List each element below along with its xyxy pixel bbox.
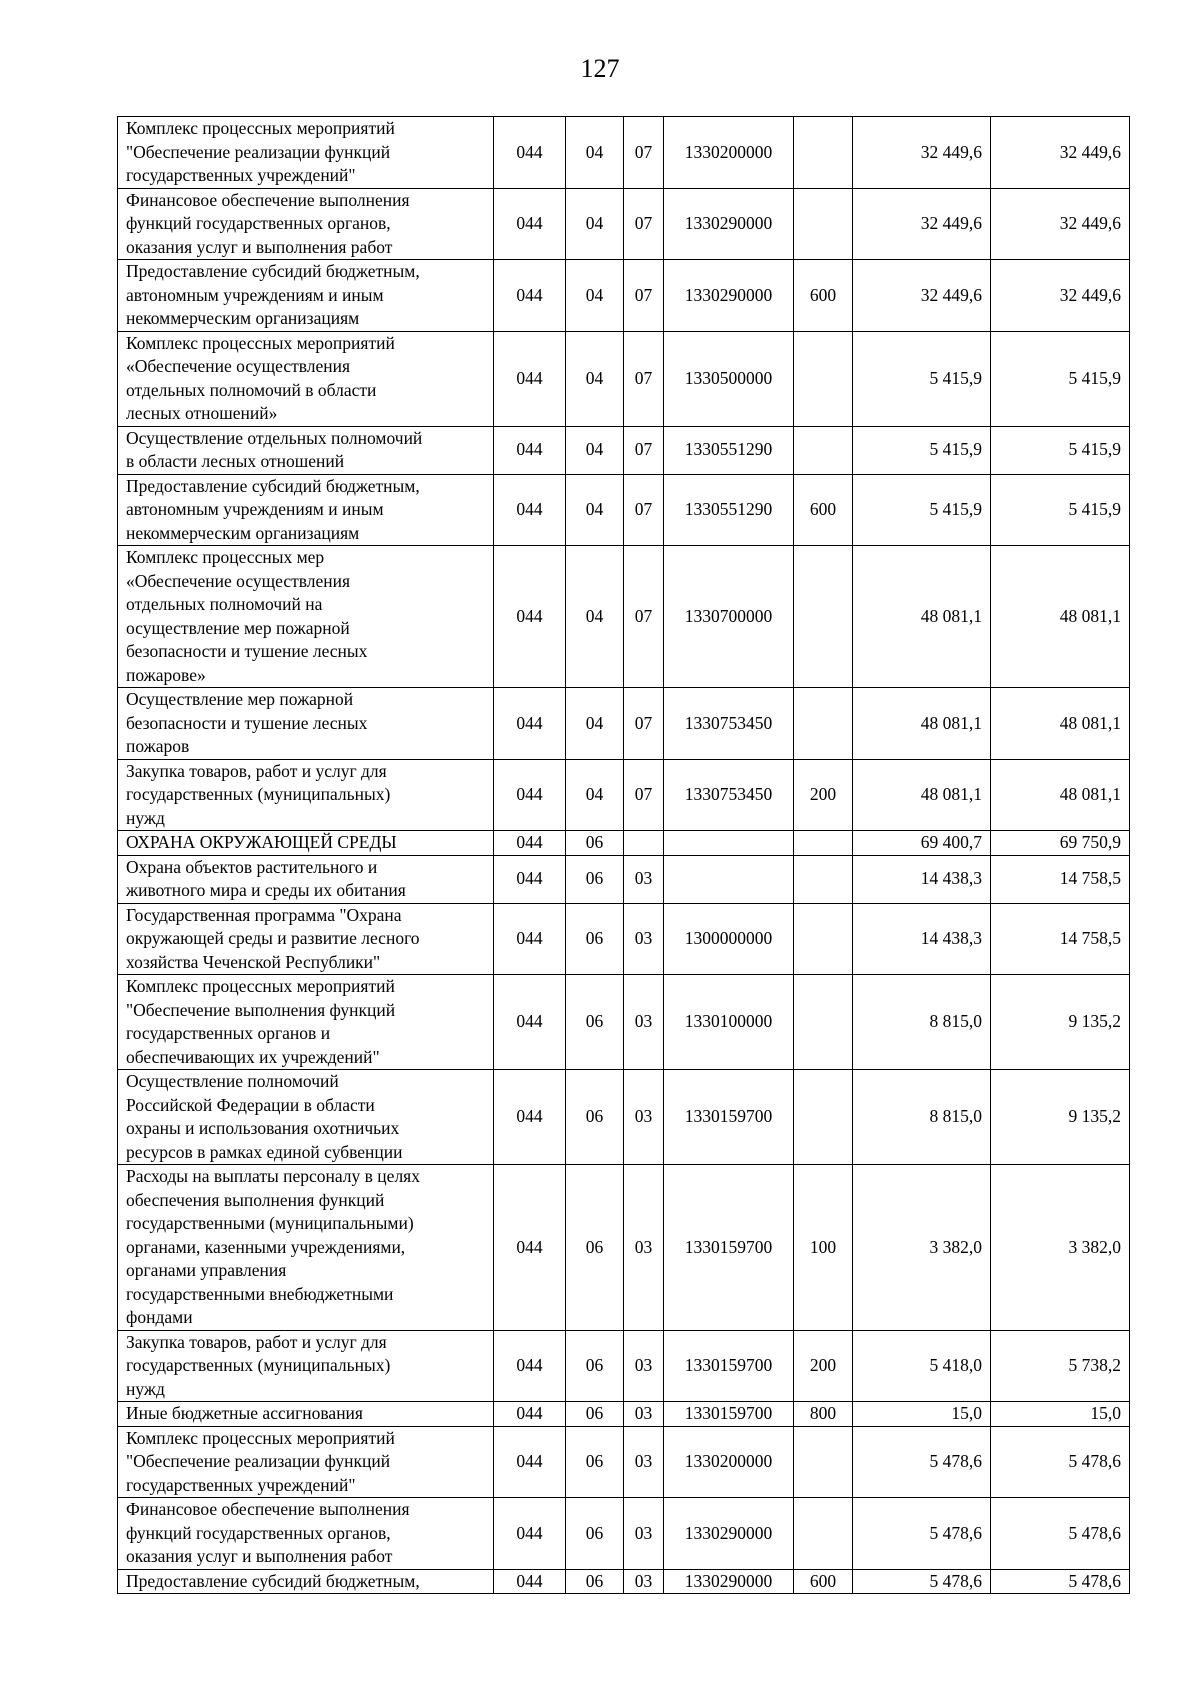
amount-year1-cell: 69 400,7 [853,831,991,856]
expense-name-cell: Иные бюджетные ассигнования [118,1402,494,1427]
grbs-code-cell: 044 [494,855,566,903]
section-code-cell: 06 [566,975,624,1070]
grbs-code-cell: 044 [494,474,566,546]
amount-year2-cell: 32 449,6 [991,260,1130,332]
section-code-cell: 06 [566,1498,624,1570]
grbs-code-cell: 044 [494,688,566,760]
target-article-code-cell: 1330200000 [664,117,794,189]
target-article-code-cell: 1330159700 [664,1330,794,1402]
amount-year1-cell: 15,0 [853,1402,991,1427]
table-row [118,260,1130,332]
amount-year2-cell: 5 415,9 [991,426,1130,474]
table-row [118,1330,1130,1402]
target-article-code-cell: 1330551290 [664,426,794,474]
target-article-code-cell: 1330753450 [664,759,794,831]
subsection-code-cell: 03 [624,975,664,1070]
section-code-cell: 04 [566,260,624,332]
grbs-code-cell: 044 [494,903,566,975]
grbs-code-cell: 044 [494,331,566,426]
target-article-code-cell: 1330290000 [664,260,794,332]
expense-name-cell: Осуществление отдельных полномочий в области лесных отношений [118,426,494,474]
amount-year1-cell: 5 478,6 [853,1426,991,1498]
amount-year2-cell: 15,0 [991,1402,1130,1427]
amount-year2-cell: 3 382,0 [991,1165,1130,1331]
subsection-code-cell: 03 [624,1569,664,1594]
amount-year2-cell: 48 081,1 [991,546,1130,688]
amount-year1-cell: 32 449,6 [853,188,991,260]
amount-year1-cell: 48 081,1 [853,546,991,688]
amount-year2-cell: 69 750,9 [991,831,1130,856]
expense-name-cell: Финансовое обеспечение выполнения функций государственных органов, оказания услуг и выполнения работ [118,188,494,260]
table-row [118,474,1130,546]
subsection-code-cell: 03 [624,903,664,975]
expense-name-cell: Предоставление субсидий бюджетным, автономным учреждениям и иным некоммерческим организациям [118,260,494,332]
section-code-cell: 04 [566,117,624,189]
amount-year2-cell: 48 081,1 [991,688,1130,760]
amount-year2-cell: 14 758,5 [991,903,1130,975]
expense-name-cell: Государственная программа "Охрана окружающей среды и развитие лесного хозяйства Чеченской Республики" [118,903,494,975]
amount-year2-cell: 5 738,2 [991,1330,1130,1402]
amount-year2-cell: 9 135,2 [991,975,1130,1070]
subsection-code-cell: 07 [624,688,664,760]
target-article-code-cell [664,831,794,856]
amount-year2-cell: 48 081,1 [991,759,1130,831]
target-article-code-cell [664,855,794,903]
subsection-code-cell: 07 [624,331,664,426]
grbs-code-cell: 044 [494,831,566,856]
amount-year1-cell: 32 449,6 [853,260,991,332]
amount-year2-cell: 9 135,2 [991,1070,1130,1165]
subsection-code-cell: 03 [624,1426,664,1498]
grbs-code-cell: 044 [494,260,566,332]
table-row [118,331,1130,426]
section-code-cell: 06 [566,903,624,975]
grbs-code-cell: 044 [494,759,566,831]
section-code-cell: 06 [566,1569,624,1594]
table-row [118,759,1130,831]
section-code-cell: 04 [566,688,624,760]
amount-year1-cell: 14 438,3 [853,855,991,903]
amount-year1-cell: 48 081,1 [853,759,991,831]
subsection-code-cell: 03 [624,1165,664,1331]
expense-name-cell: Предоставление субсидий бюджетным, автономным учреждениям и иным некоммерческим организациям [118,474,494,546]
table-row [118,855,1130,903]
table-row [118,1070,1130,1165]
amount-year1-cell: 5 478,6 [853,1569,991,1594]
expense-type-code-cell: 200 [794,759,853,831]
expense-name-cell: Осуществление мер пожарной безопасности и тушение лесных пожаров [118,688,494,760]
subsection-code-cell: 07 [624,117,664,189]
target-article-code-cell: 1330290000 [664,188,794,260]
amount-year1-cell: 8 815,0 [853,1070,991,1165]
target-article-code-cell: 1330159700 [664,1165,794,1331]
grbs-code-cell: 044 [494,117,566,189]
amount-year2-cell: 5 478,6 [991,1498,1130,1570]
expense-type-code-cell: 200 [794,1330,853,1402]
section-code-cell: 06 [566,855,624,903]
target-article-code-cell: 1330290000 [664,1569,794,1594]
target-article-code-cell: 1330551290 [664,474,794,546]
amount-year1-cell: 5 415,9 [853,331,991,426]
amount-year1-cell: 5 478,6 [853,1498,991,1570]
target-article-code-cell: 1330700000 [664,546,794,688]
expense-type-code-cell [794,903,853,975]
target-article-code-cell: 1330159700 [664,1070,794,1165]
amount-year1-cell: 5 415,9 [853,474,991,546]
amount-year2-cell: 5 478,6 [991,1569,1130,1594]
expense-type-code-cell [794,975,853,1070]
table-row [118,1498,1130,1570]
table-row [118,546,1130,688]
grbs-code-cell: 044 [494,975,566,1070]
subsection-code-cell: 07 [624,260,664,332]
table-row [118,903,1130,975]
grbs-code-cell: 044 [494,1165,566,1331]
expense-type-code-cell [794,188,853,260]
subsection-code-cell: 03 [624,1402,664,1427]
expense-name-cell: Комплекс процессных мероприятий "Обеспечение реализации функций государственных учреждений" [118,117,494,189]
expense-type-code-cell [794,1426,853,1498]
grbs-code-cell: 044 [494,1426,566,1498]
expense-name-cell: Финансовое обеспечение выполнения функций государственных органов, оказания услуг и выполнения работ [118,1498,494,1570]
table-row [118,426,1130,474]
subsection-code-cell: 03 [624,1330,664,1402]
expense-type-code-cell [794,1498,853,1570]
section-code-cell: 04 [566,331,624,426]
expense-type-code-cell: 600 [794,474,853,546]
table-row [118,1569,1130,1594]
section-code-cell: 04 [566,759,624,831]
amount-year2-cell: 5 415,9 [991,331,1130,426]
grbs-code-cell: 044 [494,1330,566,1402]
amount-year1-cell: 8 815,0 [853,975,991,1070]
table-row [118,1165,1130,1331]
expense-type-code-cell [794,331,853,426]
expense-name-cell: Предоставление субсидий бюджетным, [118,1569,494,1594]
subsection-code-cell: 07 [624,474,664,546]
section-code-cell: 04 [566,426,624,474]
grbs-code-cell: 044 [494,1402,566,1427]
subsection-code-cell: 07 [624,546,664,688]
target-article-code-cell: 1300000000 [664,903,794,975]
section-code-cell: 06 [566,831,624,856]
expense-type-code-cell: 600 [794,260,853,332]
amount-year2-cell: 32 449,6 [991,117,1130,189]
subsection-code-cell: 07 [624,759,664,831]
target-article-code-cell: 1330290000 [664,1498,794,1570]
grbs-code-cell: 044 [494,546,566,688]
table-row [118,688,1130,760]
expense-name-cell: Расходы на выплаты персоналу в целях обеспечения выполнения функций государственными (муниципальными) органами, казенными учреждениями, органами управления государственными внебюджетными фондами [118,1165,494,1331]
subsection-code-cell [624,831,664,856]
subsection-code-cell: 03 [624,1498,664,1570]
target-article-code-cell: 1330200000 [664,1426,794,1498]
table-body [118,117,1130,1594]
section-code-cell: 06 [566,1330,624,1402]
grbs-code-cell: 044 [494,1498,566,1570]
section-code-cell: 04 [566,546,624,688]
expense-name-cell: Комплекс процессных мероприятий «Обеспечение осуществления отдельных полномочий в области лесных отношений» [118,331,494,426]
amount-year2-cell: 14 758,5 [991,855,1130,903]
expense-name-cell: Комплекс процессных мер «Обеспечение осуществления отдельных полномочий на осуществление мер пожарной безопасности и тушение лесных пожарове» [118,546,494,688]
amount-year2-cell: 5 415,9 [991,474,1130,546]
amount-year2-cell: 32 449,6 [991,188,1130,260]
grbs-code-cell: 044 [494,426,566,474]
section-code-cell: 06 [566,1426,624,1498]
expense-type-code-cell [794,831,853,856]
target-article-code-cell: 1330159700 [664,1402,794,1427]
expense-name-cell: Закупка товаров, работ и услуг для государственных (муниципальных) нужд [118,759,494,831]
expense-type-code-cell: 800 [794,1402,853,1427]
target-article-code-cell: 1330100000 [664,975,794,1070]
section-code-cell: 04 [566,474,624,546]
amount-year1-cell: 32 449,6 [853,117,991,189]
subsection-code-cell: 03 [624,1070,664,1165]
grbs-code-cell: 044 [494,1569,566,1594]
expense-name-cell: Комплекс процессных мероприятий "Обеспечение реализации функций государственных учреждений" [118,1426,494,1498]
expense-name-cell: Комплекс процессных мероприятий "Обеспечение выполнения функций государственных органов и обеспечивающих их учреждений" [118,975,494,1070]
expense-type-code-cell [794,1070,853,1165]
page-number: 127 [580,54,620,83]
expense-name-cell: Закупка товаров, работ и услуг для государственных (муниципальных) нужд [118,1330,494,1402]
amount-year1-cell: 3 382,0 [853,1165,991,1331]
table-row [118,831,1130,856]
section-code-cell: 06 [566,1165,624,1331]
amount-year1-cell: 5 415,9 [853,426,991,474]
table-row [118,1426,1130,1498]
section-code-cell: 04 [566,188,624,260]
expense-name-cell: ОХРАНА ОКРУЖАЮЩЕЙ СРЕДЫ [118,831,494,856]
table-row [118,188,1130,260]
expense-type-code-cell [794,688,853,760]
expense-type-code-cell: 600 [794,1569,853,1594]
table-row [118,117,1130,189]
expense-type-code-cell: 100 [794,1165,853,1331]
expense-type-code-cell [794,117,853,189]
table-row [118,1402,1130,1427]
target-article-code-cell: 1330753450 [664,688,794,760]
table-row [118,975,1130,1070]
expense-type-code-cell [794,546,853,688]
section-code-cell: 06 [566,1070,624,1165]
amount-year1-cell: 5 418,0 [853,1330,991,1402]
budget-table [117,116,1130,1594]
expense-name-cell: Охрана объектов растительного и животного мира и среды их обитания [118,855,494,903]
target-article-code-cell: 1330500000 [664,331,794,426]
subsection-code-cell: 07 [624,426,664,474]
expense-name-cell: Осуществление полномочий Российской Федерации в области охраны и использования охотничьих ресурсов в рамках единой субвенции [118,1070,494,1165]
expense-type-code-cell [794,426,853,474]
section-code-cell: 06 [566,1402,624,1427]
subsection-code-cell: 07 [624,188,664,260]
amount-year1-cell: 48 081,1 [853,688,991,760]
expense-type-code-cell [794,855,853,903]
amount-year1-cell: 14 438,3 [853,903,991,975]
subsection-code-cell: 03 [624,855,664,903]
amount-year2-cell: 5 478,6 [991,1426,1130,1498]
grbs-code-cell: 044 [494,188,566,260]
grbs-code-cell: 044 [494,1070,566,1165]
